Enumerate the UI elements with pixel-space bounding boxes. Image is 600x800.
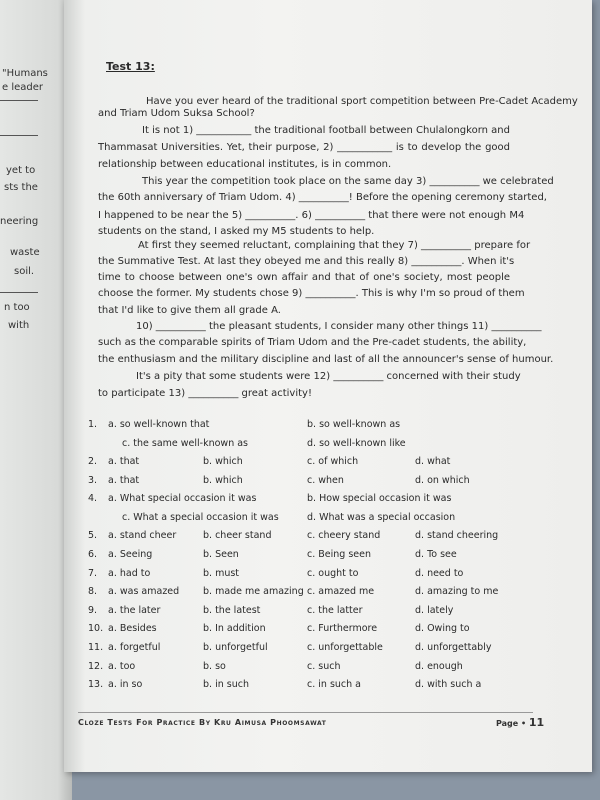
option-a: a. had to: [108, 567, 151, 579]
test-title: Test 13:: [106, 60, 155, 73]
option-c: c. when: [307, 474, 344, 486]
option-d: d. Owing to: [415, 623, 470, 635]
passage-line: At first they seemed reluctant, complaining that they 7) __________ prepare for: [138, 240, 531, 251]
option-b: b. made me amazing: [203, 586, 304, 598]
passage-line: to participate 13) __________ great activity!: [98, 388, 312, 399]
passage-line: students on the stand, I asked my M5 students to help.: [98, 226, 375, 237]
passage-line: the Summative Test. At last they obeyed me and this really 8) __________. When it's: [98, 256, 515, 267]
option-b: b. How special occasion it was: [307, 493, 452, 505]
adjacent-page-text: neering: [0, 216, 39, 227]
option-a: a. the later: [108, 604, 161, 616]
passage-line: the enthusiasm and the military discipline and last of all the announcer's sense of humour.: [98, 354, 554, 365]
option-a: a. forgetful: [108, 642, 161, 653]
option-d: d. unforgettably: [415, 642, 492, 653]
option-b: b. which: [203, 474, 243, 486]
adjacent-page-rule: [0, 100, 38, 101]
option-c: c. What a special occasion it was: [122, 511, 279, 523]
passage-line: It's a pity that some students were 12) __________ concerned with their study: [136, 371, 521, 382]
option-a: a. Seeing: [108, 549, 153, 560]
option-a: a. stand cheer: [108, 530, 177, 542]
option-b: b. which: [203, 456, 243, 468]
option-a: a. that: [108, 456, 140, 468]
option-c: c. amazed me: [307, 586, 375, 598]
question-number: 3.: [88, 474, 98, 486]
option-c: c. such: [307, 660, 341, 672]
option-c: c. cheery stand: [307, 530, 381, 542]
option-d: d. what: [415, 456, 451, 468]
passage-line: the 60th anniversary of Triam Udom. 4) __________! Before the opening ceremony started,: [98, 192, 547, 203]
option-d: d. amazing to me: [415, 586, 499, 598]
option-a: a. that: [108, 474, 140, 486]
passage-line: It is not 1) ___________ the traditional football between Chulalongkorn and: [142, 125, 510, 136]
option-c: c. the same well-known as: [122, 437, 249, 449]
option-d: d. so well-known like: [307, 437, 406, 449]
adjacent-page-text: with: [8, 320, 30, 331]
passage-line: 10) __________ the pleasant students, I consider many other things 11) __________: [136, 321, 542, 332]
option-a: a. so well-known that: [108, 419, 210, 430]
option-a: a. too: [108, 660, 136, 672]
question-number: 7.: [88, 567, 98, 579]
adjacent-page-text: sts the: [4, 182, 38, 193]
adjacent-page-rule: [0, 135, 38, 136]
adjacent-page-text: soil.: [14, 266, 35, 277]
page-number-value: 11: [528, 716, 545, 729]
option-a: a. Besides: [108, 623, 157, 635]
option-d: d. To see: [415, 549, 457, 560]
option-d: d. lately: [415, 604, 454, 616]
question-number: 13.: [88, 679, 104, 691]
option-c: c. unforgettable: [307, 642, 383, 653]
question-number: 9.: [88, 604, 98, 616]
passage-line: that I'd like to give them all grade A.: [98, 305, 281, 316]
option-c: c. Being seen: [307, 549, 371, 560]
footer-divider: [78, 712, 533, 713]
adjacent-page-text: n too: [4, 302, 30, 313]
passage-line: This year the competition took place on the same day 3) __________ we celebrated: [142, 176, 554, 187]
option-d: d. need to: [415, 567, 464, 579]
question-number: 6.: [88, 549, 98, 560]
passage-line: relationship between educational institutes, is in common.: [98, 159, 392, 170]
question-number: 5.: [88, 530, 98, 542]
adjacent-page-text: e leader: [2, 82, 44, 93]
option-a: a. What special occasion it was: [108, 493, 257, 505]
question-number: 10.: [88, 623, 104, 635]
option-c: c. ought to: [307, 567, 359, 579]
option-b: b. so: [203, 660, 226, 672]
option-a: a. in so: [108, 679, 143, 691]
question-number: 1.: [88, 419, 98, 430]
option-c: c. the latter: [307, 604, 363, 616]
option-b: b. In addition: [203, 623, 266, 635]
passage-line: I happened to be near the 5) __________. 6) __________ that there were not enough M4: [98, 210, 525, 221]
option-d: d. with such a: [415, 679, 482, 691]
passage-line: Have you ever heard of the traditional sport competition between Pre-Cadet Academy: [146, 96, 578, 107]
option-b: b. must: [203, 567, 240, 579]
page-label: Page •: [496, 719, 527, 728]
option-d: d. enough: [415, 660, 463, 672]
option-d: d. on which: [415, 474, 470, 486]
passage-line: such as the comparable spirits of Triam Udom and the Pre-cadet students, the ability,: [98, 337, 527, 348]
option-b: b. in such: [203, 679, 249, 691]
option-c: c. of which: [307, 456, 359, 468]
passage-line: Thammasat Universities. Yet, their purpose, 2) ___________ is to develop the good: [98, 142, 510, 153]
option-c: c. Furthermore: [307, 623, 378, 635]
adjacent-page: [0, 0, 72, 800]
adjacent-page-rule: [0, 292, 38, 293]
option-b: b. unforgetful: [203, 642, 268, 653]
passage-line: choose the former. My students chose 9) __________. This is why I'm so proud of them: [98, 288, 525, 299]
option-b: b. the latest: [203, 604, 261, 616]
passage-line: and Triam Udom Suksa School?: [98, 108, 255, 119]
option-d: d. stand cheering: [415, 530, 499, 542]
option-b: b. cheer stand: [203, 530, 272, 542]
option-d: d. What was a special occasion: [307, 511, 456, 523]
footer-text: Cloze Tests For Practice By Kru Aimusa Phoomsawat: [78, 718, 327, 727]
option-b: b. Seen: [203, 549, 239, 560]
question-number: 11.: [88, 642, 104, 653]
page-number: [496, 716, 544, 729]
option-b: b. so well-known as: [307, 419, 401, 430]
option-a: a. was amazed: [108, 586, 180, 598]
question-number: 4.: [88, 493, 98, 505]
question-number: 2.: [88, 456, 98, 468]
question-number: 12.: [88, 660, 104, 672]
option-c: c. in such a: [307, 679, 361, 691]
question-number: 8.: [88, 586, 98, 598]
passage-line: time to choose between one's own affair and that of one's society, most people: [98, 272, 510, 283]
adjacent-page-text: waste: [10, 247, 40, 258]
adjacent-page-text: yet to: [6, 165, 36, 176]
adjacent-page-text: "Humans: [2, 68, 48, 79]
